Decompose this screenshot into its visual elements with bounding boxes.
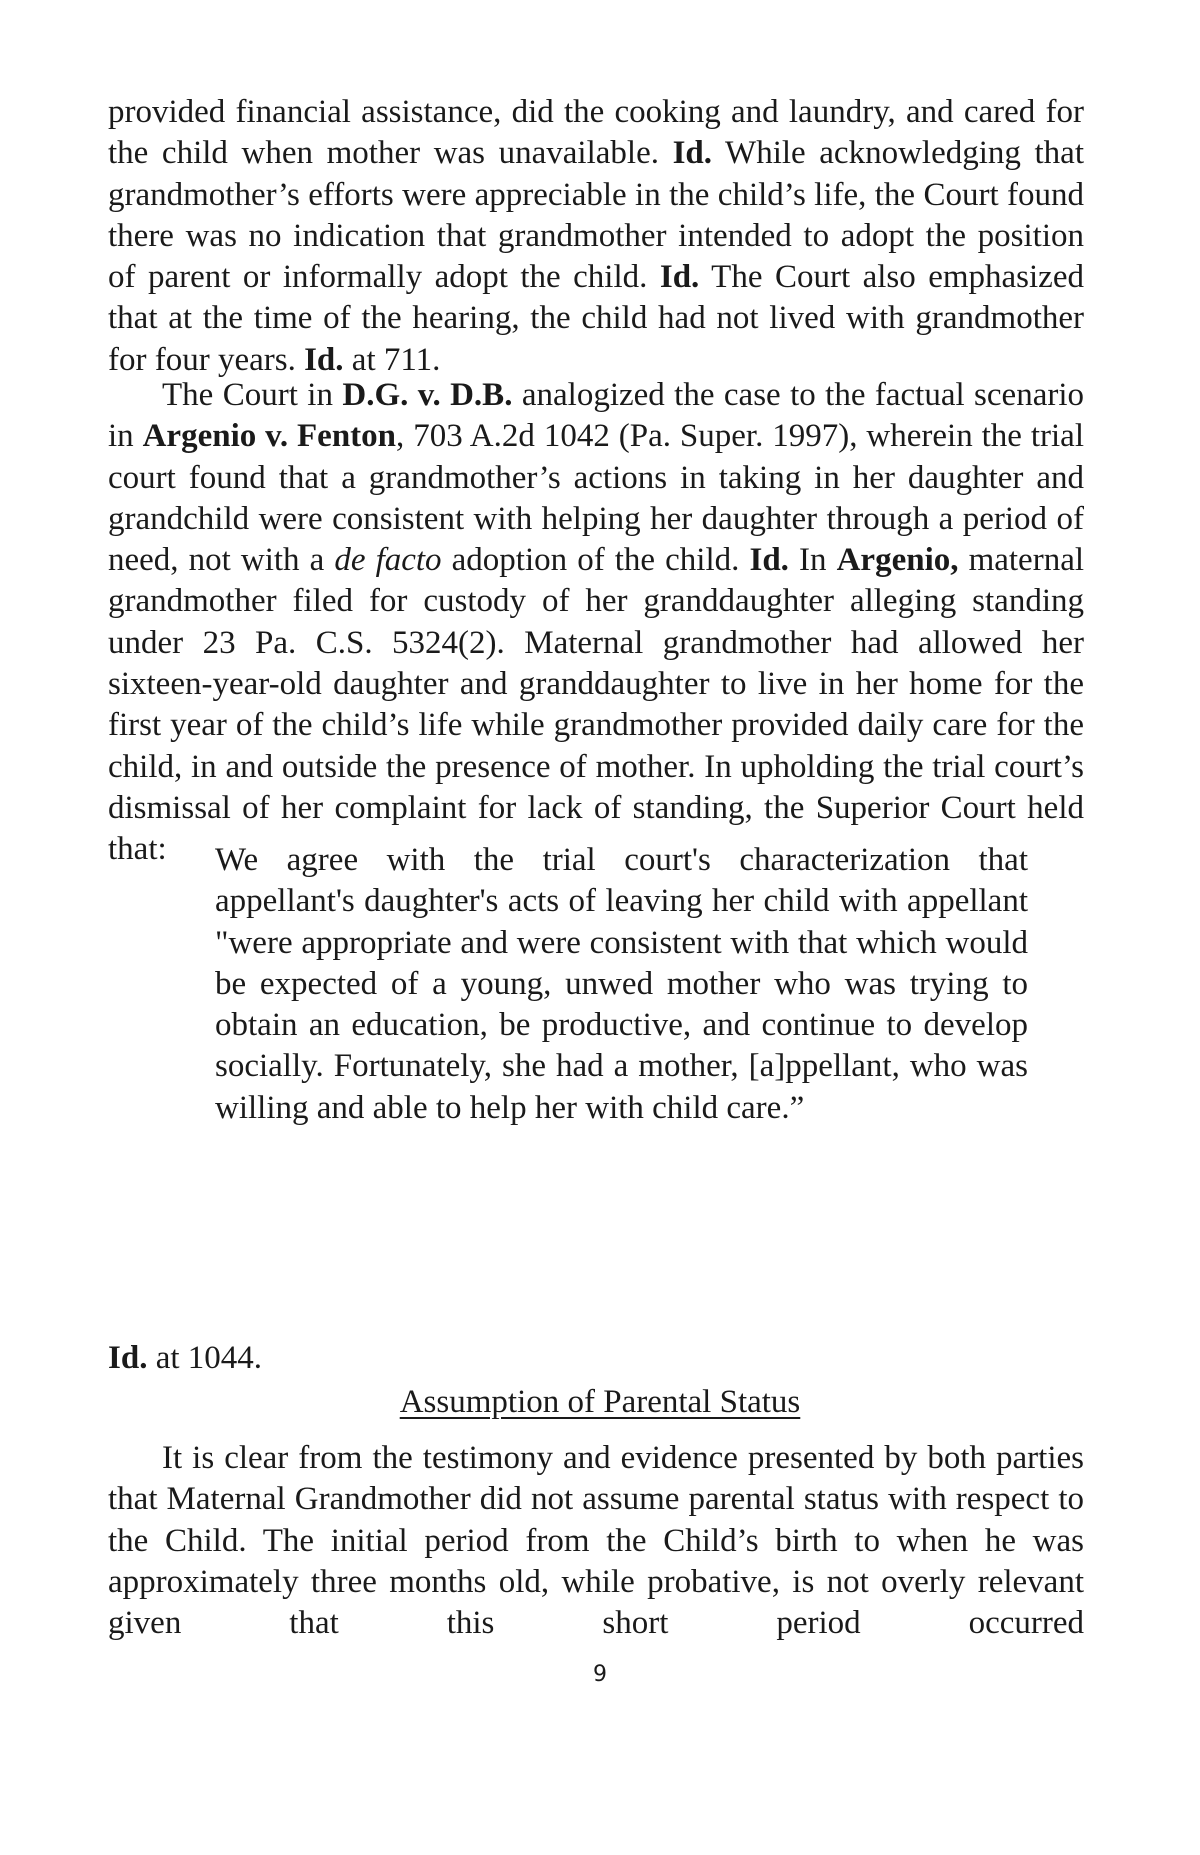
case-name: Argenio, <box>836 542 959 579</box>
paragraph-2-container <box>108 375 1084 871</box>
citation-id: Id. <box>108 1340 148 1376</box>
text-run: analogized the case to the factual scenario in <box>108 377 1084 455</box>
page-number: 9 <box>593 1662 607 1687</box>
citation-id: Id. <box>672 135 713 172</box>
text-run: provided financial assistance, did the cooking and laundry, and cared for the child when mother was unavailable. <box>108 94 1084 172</box>
section-heading-text: Assumption of Parental Status <box>399 1384 801 1420</box>
text-run: at 711. <box>343 341 441 378</box>
italic-term: de facto <box>334 542 442 579</box>
text-run: , 703 A.2d 1042 (Pa. Super. 1997), wherein the trial court found that a grandmother’s actions in taking in her daughter and grandchild were consistent with helping her daughter through a period of need, not with a <box>108 418 1084 579</box>
paragraph-3-container <box>108 1438 1084 1644</box>
block-quote: We agree with the trial court's characterization that appellant's daughter's acts of leaving her child with appellant "were appropriate and were consistent with that which would be expected of a young, unwed mother who was trying to obtain an education, be productive, and continue to develop socially. Fortunately, she had a mother, [a]ppellant, who was willing and able to help her with child care.” <box>215 842 1028 1126</box>
citation-id: Id. <box>659 259 700 296</box>
case-name: D.G. v. D.B. <box>342 377 513 413</box>
text-run: The Court in <box>162 377 343 413</box>
case-name: Argenio v. Fenton <box>142 418 397 455</box>
citation-id: Id. <box>304 341 344 378</box>
citation-container <box>108 1338 1084 1379</box>
citation-id: Id. <box>749 542 789 579</box>
text-run: The Court also emphasized that at the time of the hearing, the child had not lived with grandmother for four years. <box>108 259 1084 378</box>
paragraph-1-container <box>108 92 1084 381</box>
citation-line <box>108 1338 1084 1379</box>
text-run: at 1044. <box>147 1340 263 1376</box>
text-run: While acknowledging that grandmother’s efforts were appreciable in the child’s life, the Court found there was no indication that grandmother intended to adopt the position of parent or informally adopt the child. <box>108 135 1084 296</box>
paragraph-1 <box>108 92 1084 381</box>
section-heading <box>0 1382 1200 1423</box>
paragraph-2 <box>108 375 1084 871</box>
paragraph-3: It is clear from the testimony and evidence presented by both parties that Maternal Grandmother did not assume parental status with respect to the Child. The initial period from the Child’s birth to when he was approximately three months old, while probative, is not overly relevant given that this short period occurred <box>108 1440 1084 1642</box>
text-run: maternal grandmother filed for custody of her granddaughter alleging standing under 23 Pa. C.S. 5324(2). Maternal grandmother had allowed her sixteen-year-old daughter and granddaughter to live in her home for the first year of the child’s life while grandmother provided daily care for the child, in and outside the presence of mother. In upholding the trial court’s dismissal of her complaint for lack of standing, the Superior Court held that: <box>108 542 1085 868</box>
text-run: adoption of the child. <box>441 542 750 579</box>
text-run: In <box>788 542 837 579</box>
